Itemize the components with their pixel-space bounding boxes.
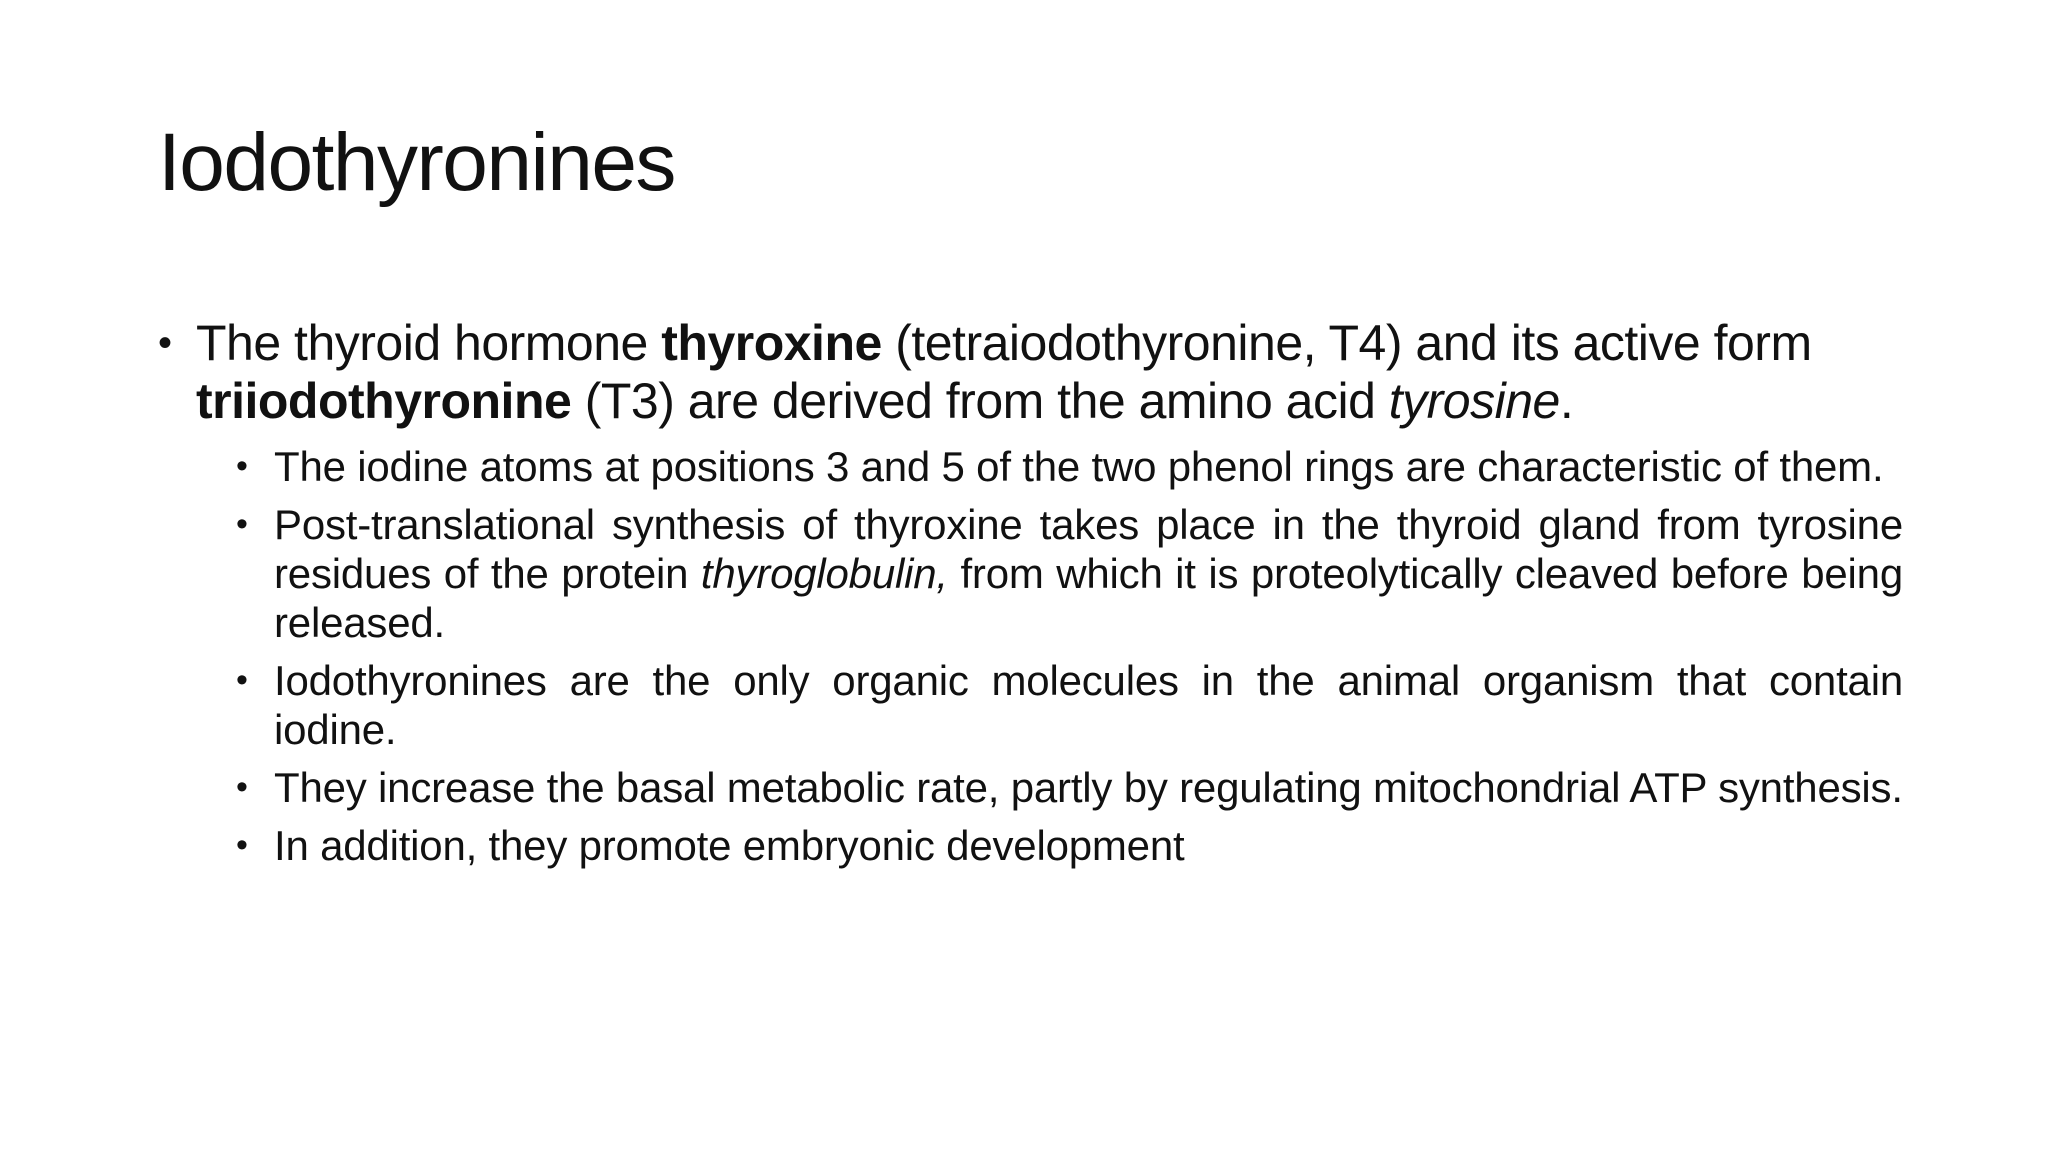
term-thyroxine: thyroxine [661,315,882,371]
sub-bullet-organic-molecules [236,656,1903,754]
sub-bullet-embryonic-development [236,821,1903,870]
main-bullet [158,314,1903,430]
slide-body [158,314,1903,879]
bullet-marker: • [236,768,248,806]
bullet-marker: • [236,505,248,543]
term-tyrosine: tyrosine [1388,373,1560,429]
sub-bullet-text: The iodine atoms at positions 3 and 5 of the two phenol rings are characteristic of them. [274,443,1884,490]
sub-bullet-list [158,442,1903,870]
sub-bullet-text: Iodothyronines are the only organic molecules in the animal organism that contain iodine. [274,657,1903,753]
sub-bullet-text: They increase the basal metabolic rate, partly by regulating mitochondrial ATP synthesis. [274,764,1903,811]
sub-bullet-text: from which it is proteolytically cleaved before being released. [274,550,1903,646]
term-thyroglobulin: thyroglobulin, [700,550,948,597]
main-bullet-text-1: The thyroid hormone [196,315,662,371]
term-triiodothyronine: triiodothyronine [196,373,572,429]
bullet-marker: • [236,826,248,864]
slide-title: Iodothyronines [158,117,675,208]
bullet-marker: • [236,447,248,485]
bullet-marker: • [158,321,172,365]
main-bullet-text-2: (tetraiodothyronine, T4) and its active form [881,315,1812,371]
main-bullet-text-3: (T3) are derived from the amino acid [571,373,1389,429]
sub-bullet-metabolic-rate [236,763,1903,812]
sub-bullet-iodine-positions [236,442,1903,491]
bullet-marker: • [236,661,248,699]
sub-bullet-text: In addition, they promote embryonic development [274,822,1185,869]
sub-bullet-synthesis [236,500,1903,647]
sub-bullet-text: Post-translational synthesis of thyroxine takes place in the thyroid gland from tyrosine residues of the protein [274,501,1903,597]
main-bullet-text-4: . [1559,373,1574,429]
